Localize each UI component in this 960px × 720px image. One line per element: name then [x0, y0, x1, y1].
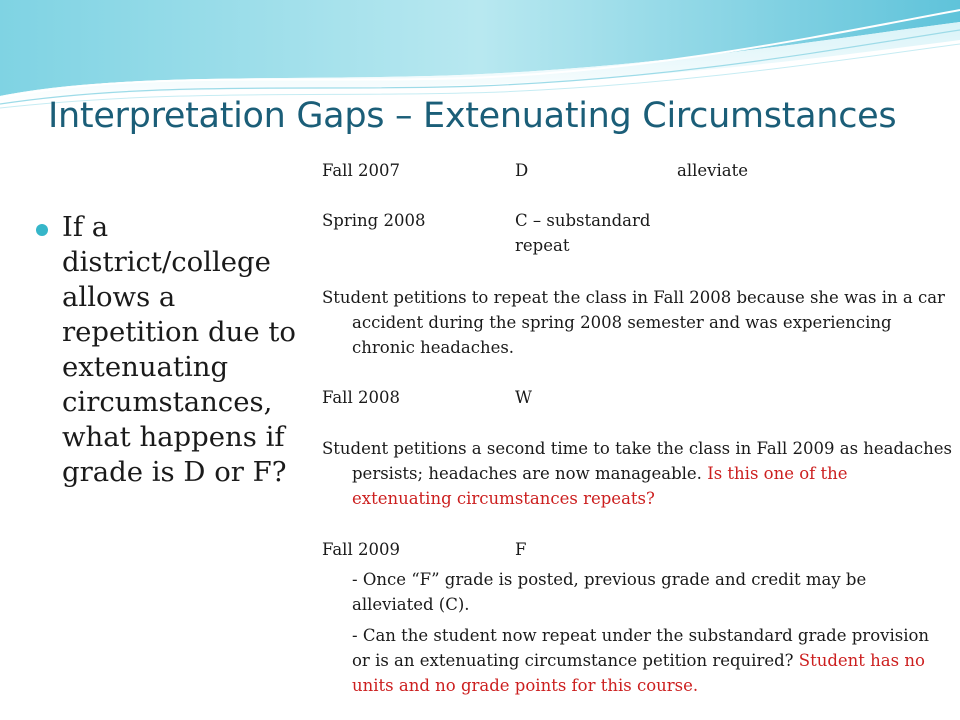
slide-title: Interpretation Gaps – Extenuating Circumstances: [48, 96, 897, 136]
grade-label: F: [515, 540, 527, 559]
petition-paragraph-2: [322, 436, 952, 511]
grade-label: W: [515, 388, 532, 407]
bullet-list: [36, 210, 306, 490]
grade-label: [515, 208, 650, 258]
term-label: Fall 2008: [322, 388, 400, 407]
action-label: alleviate: [677, 161, 748, 180]
note-paragraph-1: - Once “F” grade is posted, previous grade and credit may be alleviated (C).: [352, 570, 867, 614]
decorative-wave-header: [0, 0, 960, 110]
grade-line: repeat: [515, 236, 570, 255]
note-paragraph-2: [322, 623, 952, 698]
term-label: Fall 2009: [322, 540, 400, 559]
term-label: Fall 2007: [322, 161, 400, 180]
petition-question: Is this one of the extenuating circumstances repeats?: [352, 464, 848, 508]
petition-text: Student petitions a second time to take the class in Fall 2009 as headaches persists; headaches are now manageable.: [322, 439, 953, 483]
term-label: Spring 2008: [322, 211, 426, 230]
bullet-dot-icon: [36, 224, 48, 236]
petition-paragraph-1: Student petitions to repeat the class in Fall 2008 because she was in a car accident during the spring 2008 semester and was experiencing chronic headaches.: [322, 288, 945, 357]
note-answer: Student has no units and no grade points for this course.: [352, 651, 925, 695]
note-question: - Can the student now repeat under the substandard grade provision or is an extenuating circumstance petition required?: [352, 626, 930, 670]
grade-line: C – substandard: [515, 211, 651, 230]
grade-label: D: [515, 161, 529, 180]
bullet-text: If a district/college allows a repetition due to extenuating circumstances, what happens if grade is D or F?: [62, 211, 296, 488]
